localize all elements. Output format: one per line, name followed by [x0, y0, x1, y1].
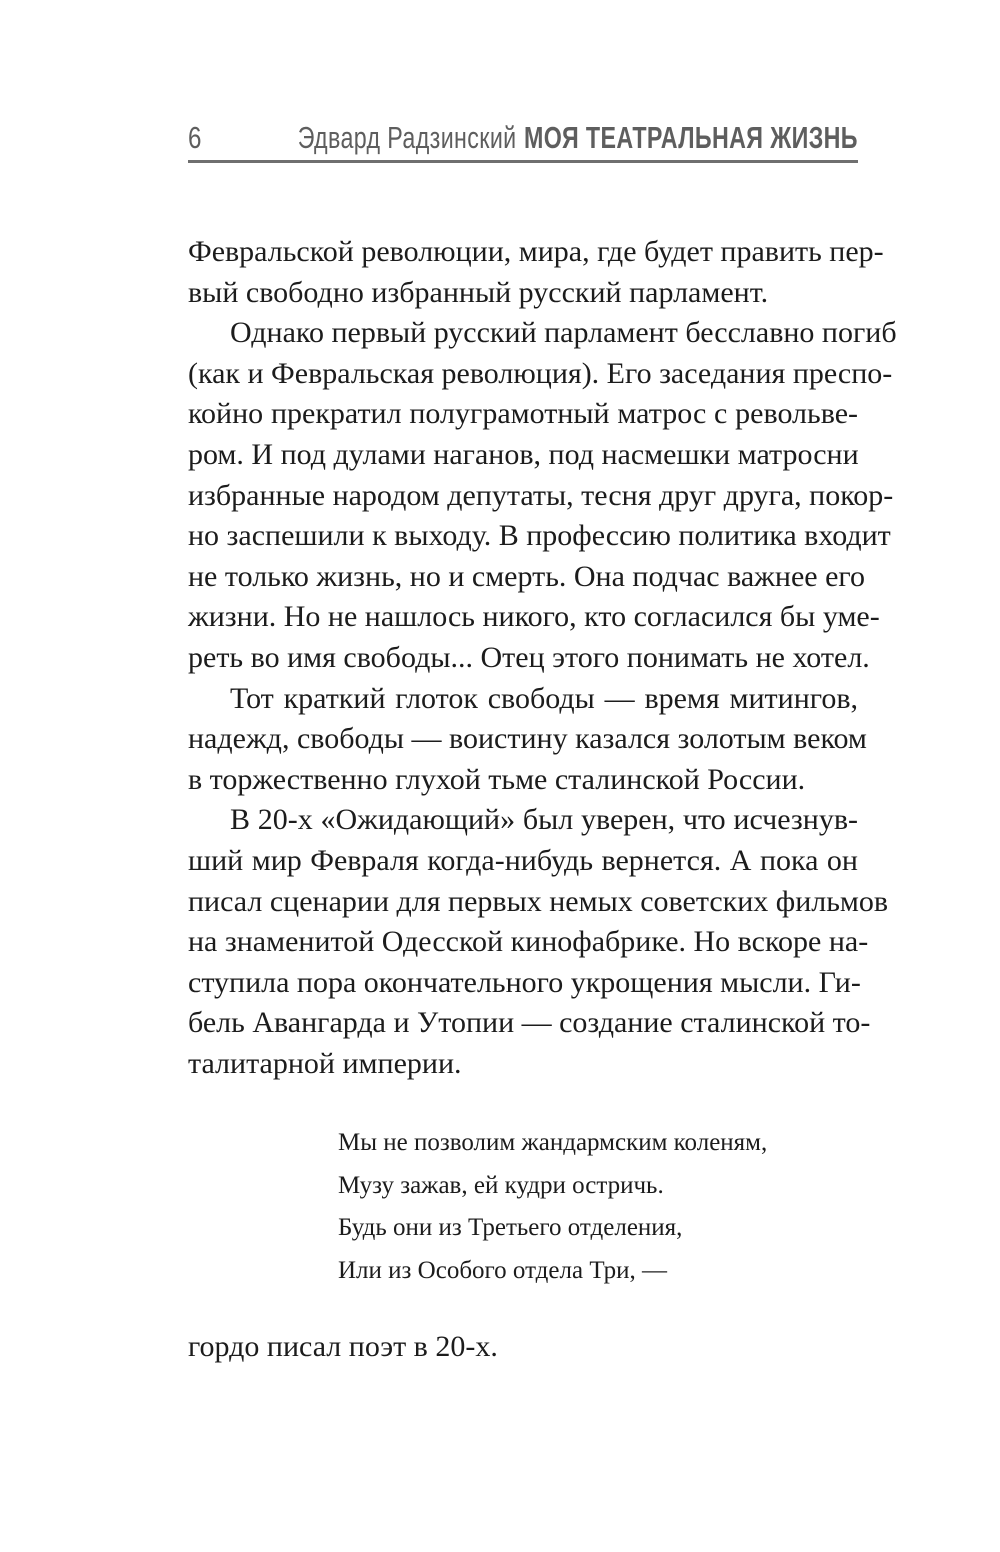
text-line: надежд, свободы — воистину казался золотым веком [188, 722, 867, 756]
text-line: писал сценарии для первых немых советских фильмов [188, 884, 889, 918]
text-line: ший мир Февраля когда-нибудь вернется. А пока он [188, 843, 858, 877]
text-line: но заспешили к выходу. В профессию политика входит [188, 519, 891, 553]
author-name: Эдвард Радзинский [297, 120, 517, 155]
text-line: талитарной империи. [188, 1046, 462, 1080]
text-line: Однако первый русский парламент бесславно погиб [230, 316, 897, 350]
poem-line: Музу зажав, ей кудри остричь. [338, 1171, 664, 1199]
poem-line: Или из Особого отдела Три, — [338, 1256, 668, 1284]
text-line: Февральской революции, мира, где будет править пер- [188, 235, 884, 268]
text-line: реть во имя свободы... Отец этого понимать не хотел. [188, 640, 870, 674]
text-line: избранные народом депутаты, тесня друг друга, покор- [188, 478, 894, 512]
main-text [188, 232, 897, 1084]
text-line: В 20-х «Ожидающий» был уверен, что исчезнув- [230, 803, 858, 837]
text-line: ром. И под дулами наганов, под насмешки матросни [188, 437, 859, 471]
text-line: койно прекратил полуграмотный матрос с револьве- [188, 397, 858, 431]
page-number: 6 [188, 120, 203, 155]
text-line: вый свободно избранный русский парламент. [188, 275, 769, 309]
poem-quote [338, 1122, 767, 1292]
book-title: МОЯ ТЕАТРАЛЬНАЯ ЖИЗНЬ [524, 120, 858, 155]
text-line: ступила пора окончательного укрощения мысли. Ги- [188, 965, 861, 999]
text-line: Тот краткий глоток свободы — время митингов, [230, 681, 858, 715]
text-line: жизни. Но не нашлось никого, кто согласился бы уме- [188, 600, 880, 634]
text-line: бель Авангарда и Утопии — создание сталинской то- [188, 1006, 871, 1040]
text-line: не только жизнь, но и смерть. Она подчас важнее его [188, 559, 865, 593]
text-line: (как и Февральская революция). Его заседания преспо- [188, 356, 893, 390]
closing-line: гордо писал поэт в 20-х. [188, 1330, 498, 1363]
poem-line: Будь они из Третьего отделения, [338, 1214, 683, 1241]
running-head-title [298, 120, 858, 156]
poem-line: Мы не позволим жандармским коленям, [338, 1129, 768, 1156]
running-header [188, 116, 858, 163]
text-line: в торжественно глухой тьме сталинской России. [188, 762, 806, 796]
text-line: на знаменитой Одесской кинофабрике. Но вскоре на- [188, 925, 869, 959]
